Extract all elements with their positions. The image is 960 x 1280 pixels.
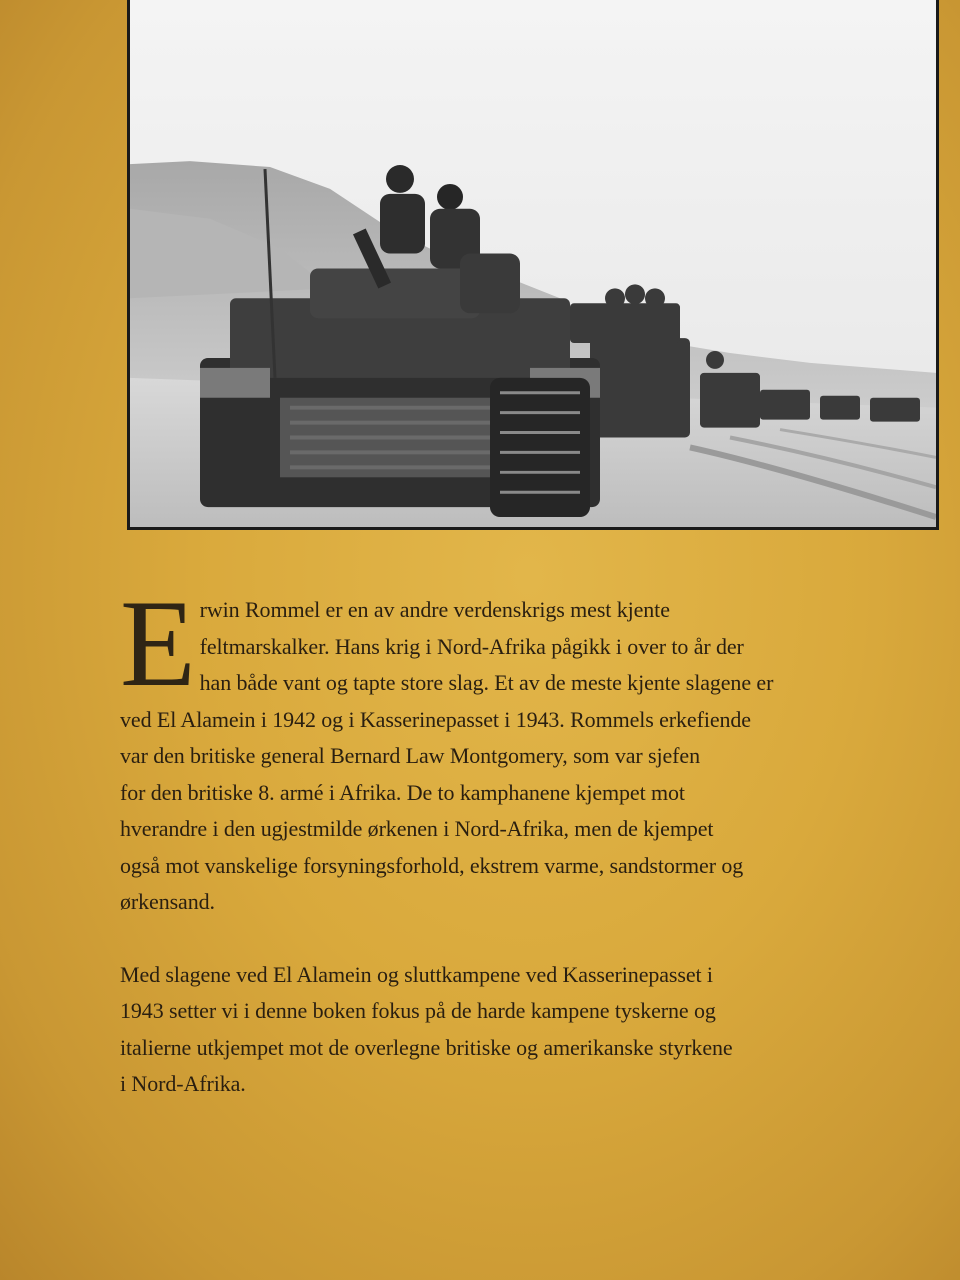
text-line: italierne utkjempet mot de overlegne britiske og amerikanske styrkene — [120, 1034, 733, 1060]
text-line: i Nord-Afrika. — [120, 1071, 246, 1096]
text-line: var den britiske general Bernard Law Montgomery, som var sjefen — [120, 743, 700, 768]
text-line: for den britiske 8. armé i Afrika. De to kamphanene kjempet mot — [120, 779, 685, 805]
description-text — [120, 575, 940, 1103]
text-line: hverandre i den ugjestmilde ørkenen i Nord-Afrika, men de kjempet — [120, 816, 714, 841]
cover-photo — [127, 0, 939, 530]
text-line: Med slagene ved El Alamein og sluttkampene ved Kasserinepasset i — [120, 961, 713, 987]
text-line: feltmarskalker. Hans krig i Nord-Afrika pågikk i over to år der — [199, 633, 744, 659]
drop-cap: E — [120, 575, 196, 712]
tank-column-photo-icon — [130, 0, 936, 527]
paragraph-1 — [120, 575, 940, 921]
text-line: ved El Alamein i 1942 og i Kasserinepasset i 1943. Rommels erkefiende — [120, 706, 751, 732]
text-line: 1943 setter vi i denne boken fokus på de harde kampene tyskerne og — [120, 998, 716, 1023]
paragraph-2 — [120, 957, 940, 1103]
text-line: også mot vanskelige forsyningsforhold, ekstrem varme, sandstormer og — [120, 852, 744, 878]
text-line: ørkensand. — [120, 889, 215, 914]
text-line: han både vant og tapte store slag. Et av de meste kjente slagene er — [199, 670, 774, 695]
text-line: rwin Rommel er en av andre verdenskrigs mest kjente — [199, 597, 670, 622]
